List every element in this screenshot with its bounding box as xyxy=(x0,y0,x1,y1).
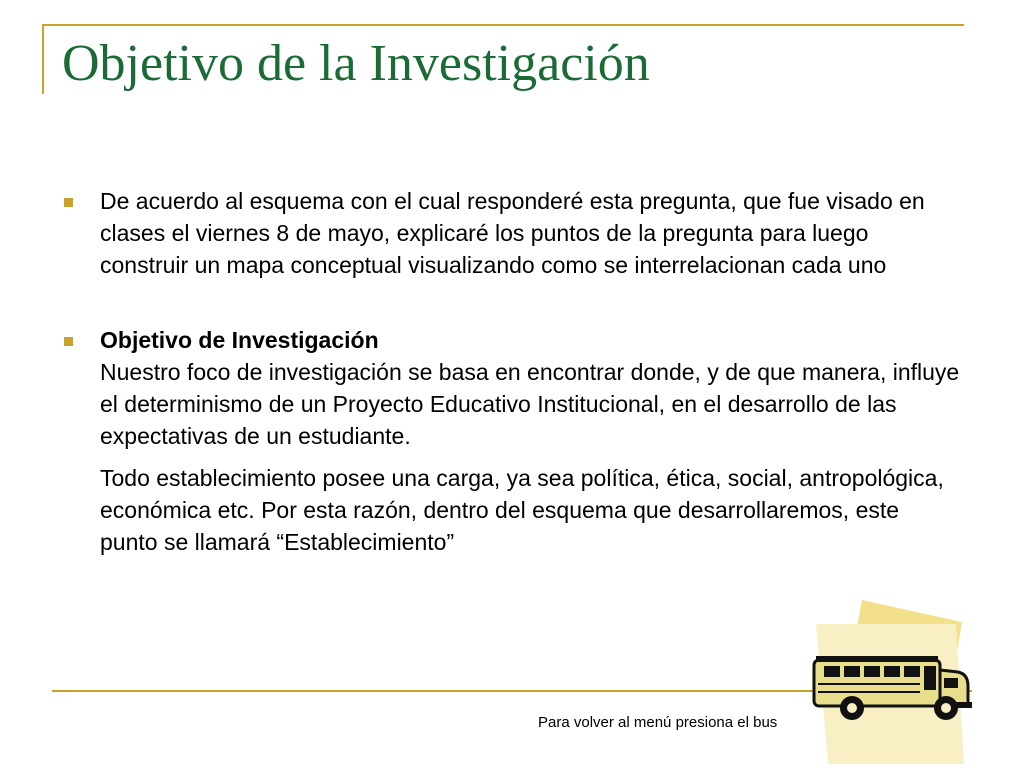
left-rule xyxy=(42,24,44,94)
top-rule xyxy=(42,24,964,26)
slide-content xyxy=(62,185,962,558)
bullet-item xyxy=(62,185,962,281)
bullet-square-icon xyxy=(64,337,73,346)
bullet-square-icon xyxy=(64,198,73,207)
back-to-menu-bus-button[interactable] xyxy=(806,600,976,768)
bullet-paragraph: Todo establecimiento posee una carga, ya sea política, ética, social, antropológica, económica etc. Por esta razón, dentro del esquema que desarrollaremos, este punto se llamará “Establecimiento” xyxy=(100,465,944,555)
footer-hint: Para volver al menú presiona el bus xyxy=(538,714,778,731)
bullet-text: De acuerdo al esquema con el cual responderé esta pregunta, que fue visado en clases el viernes 8 de mayo, explicaré los puntos de la pregunta para luego construir un mapa conceptual visualizando como se interrelacionan cada uno xyxy=(100,188,925,278)
school-bus-icon xyxy=(806,600,976,768)
bullet-paragraph: Nuestro foco de investigación se basa en encontrar donde, y de que manera, influye el determinismo de un Proyecto Educativo Institucional, en el desarrollo de las expectativas de un estudiante. xyxy=(100,359,960,449)
bullet-heading: Objetivo de Investigación xyxy=(100,327,379,353)
bullet-item xyxy=(62,324,962,558)
slide-title: Objetivo de la Investigación xyxy=(62,35,650,92)
